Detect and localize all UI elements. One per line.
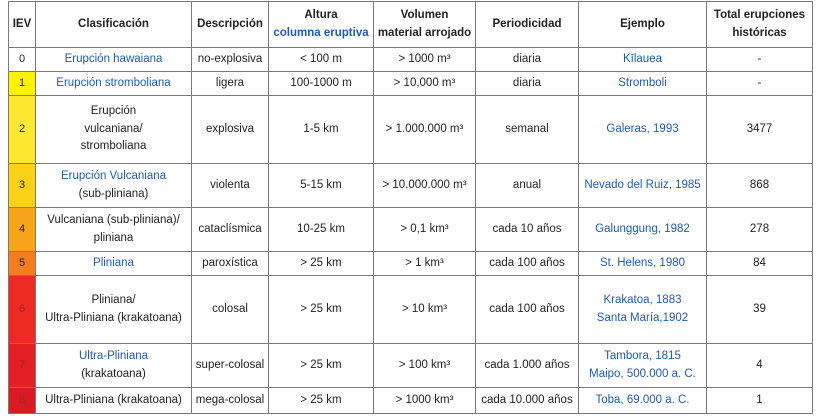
header-iev: IEV: [9, 2, 36, 48]
periodicidad-cell: cada 10.000 años: [476, 388, 579, 414]
ejemplo-link[interactable]: St. Helens, 1980: [599, 256, 686, 269]
clasificacion-cell: [36, 344, 192, 388]
clasificacion-link[interactable]: Ultra-Pliniana: [78, 349, 149, 362]
clasificacion-text: Pliniana/: [91, 293, 136, 306]
header-total-line2: históricas: [732, 26, 787, 39]
altura-cell: 100-1000 m: [269, 72, 374, 96]
volumen-cell: > 1.000.000 m³: [374, 96, 476, 164]
descripcion-cell: ligera: [192, 72, 269, 96]
altura-cell: > 25 km: [269, 276, 374, 344]
descripcion-cell: super-colosal: [192, 344, 269, 388]
ejemplo-link[interactable]: Maipo, 500.000 a. C.: [589, 367, 696, 380]
table-row: [9, 276, 813, 344]
clasificacion-cell: [36, 388, 192, 414]
iev-index-cell: 4: [9, 208, 36, 252]
periodicidad-cell: anual: [476, 164, 579, 208]
table-row: [9, 164, 813, 208]
ejemplo-cell: [579, 208, 707, 252]
clasificacion-link[interactable]: Erupción stromboliana: [56, 76, 171, 89]
ejemplo-link[interactable]: Kīlauea: [622, 52, 662, 65]
total-cell: -: [707, 72, 813, 96]
periodicidad-cell: diaria: [476, 72, 579, 96]
header-total: [707, 2, 813, 48]
header-ejemplo: Ejemplo: [579, 2, 707, 48]
clasificacion-text: (krakatoana): [81, 367, 146, 380]
iev-index-cell: 5: [9, 252, 36, 276]
ejemplo-link[interactable]: Galunggung, 1982: [595, 222, 690, 235]
clasificacion-cell: [36, 276, 192, 344]
iev-index-cell: 8: [9, 388, 36, 414]
periodicidad-cell: diaria: [476, 48, 579, 72]
volumen-cell: > 0,1 km³: [374, 208, 476, 252]
ejemplo-cell: [579, 72, 707, 96]
total-cell: 1: [707, 388, 813, 414]
ejemplo-link[interactable]: Santa María,1902: [596, 311, 689, 324]
volumen-cell: > 1000 km³: [374, 388, 476, 414]
total-cell: 868: [707, 164, 813, 208]
table-row: [9, 208, 813, 252]
ejemplo-link[interactable]: Nevado del Ruiz, 1985: [584, 178, 701, 191]
descripcion-cell: violenta: [192, 164, 269, 208]
altura-cell: 10-25 km: [269, 208, 374, 252]
header-volumen-sub: material arrojado: [377, 26, 472, 39]
ejemplo-cell: [579, 252, 707, 276]
volumen-cell: > 10,000 m³: [374, 72, 476, 96]
volumen-cell: > 1 km³: [374, 252, 476, 276]
periodicidad-cell: cada 100 años: [476, 276, 579, 344]
clasificacion-text: Erupción: [90, 104, 137, 117]
iev-index-cell: 1: [9, 72, 36, 96]
header-altura: [269, 2, 374, 48]
header-altura-label: Altura: [304, 8, 338, 21]
clasificacion-text: pliniana: [93, 231, 134, 244]
total-cell: 4: [707, 344, 813, 388]
clasificacion-text: Ultra-Pliniana (krakatoana): [45, 393, 182, 406]
ejemplo-cell: [579, 164, 707, 208]
table-row: [9, 388, 813, 414]
descripcion-cell: cataclísmica: [192, 208, 269, 252]
ejemplo-cell: [579, 276, 707, 344]
altura-cell: > 25 km: [269, 388, 374, 414]
header-row: [9, 2, 813, 48]
descripcion-cell: mega-colosal: [192, 388, 269, 414]
clasificacion-text: (sub-pliniana): [78, 187, 149, 200]
table-row: [9, 96, 813, 164]
header-volumen-label: Volumen: [400, 8, 449, 21]
ejemplo-cell: [579, 344, 707, 388]
total-cell: 84: [707, 252, 813, 276]
table-body: [9, 48, 813, 414]
volumen-cell: > 10 km³: [374, 276, 476, 344]
descripcion-cell: no-explosiva: [192, 48, 269, 72]
clasificacion-text: vulcaniana/: [84, 122, 143, 135]
table-row: [9, 344, 813, 388]
altura-cell: 5-15 km: [269, 164, 374, 208]
clasificacion-cell: [36, 72, 192, 96]
descripcion-cell: paroxística: [192, 252, 269, 276]
clasificacion-text: Ultra-Pliniana (krakatoana): [45, 311, 182, 324]
clasificacion-cell: [36, 252, 192, 276]
total-cell: -: [707, 48, 813, 72]
altura-cell: < 100 m: [269, 48, 374, 72]
iev-index-cell: 7: [9, 344, 36, 388]
ejemplo-link[interactable]: Toba, 69.000 a. C.: [595, 393, 690, 406]
clasificacion-link[interactable]: Pliniana: [93, 256, 134, 269]
ejemplo-link[interactable]: Stromboli: [618, 76, 667, 89]
descripcion-cell: colosal: [192, 276, 269, 344]
clasificacion-link[interactable]: Erupción Vulcaniana: [60, 169, 167, 182]
clasificacion-text: stromboliana: [80, 140, 147, 153]
clasificacion-cell: [36, 96, 192, 164]
ejemplo-cell: [579, 388, 707, 414]
clasificacion-cell: [36, 208, 192, 252]
table-row: [9, 48, 813, 72]
iev-index-cell: 0: [9, 48, 36, 72]
periodicidad-cell: cada 100 años: [476, 252, 579, 276]
clasificacion-link[interactable]: Erupción hawaiana: [64, 52, 163, 65]
total-cell: 278: [707, 208, 813, 252]
iev-index-cell: 3: [9, 164, 36, 208]
clasificacion-text: Vulcaniana (sub-pliniana)/: [47, 213, 180, 226]
header-altura-sub[interactable]: columna eruptiva: [273, 26, 369, 39]
iev-index-cell: 6: [9, 276, 36, 344]
altura-cell: > 25 km: [269, 344, 374, 388]
header-descripcion: Descripción: [192, 2, 269, 48]
altura-cell: 1-5 km: [269, 96, 374, 164]
periodicidad-cell: cada 10 años: [476, 208, 579, 252]
total-cell: 39: [707, 276, 813, 344]
ejemplo-link[interactable]: Krakatoa, 1883: [603, 293, 682, 306]
periodicidad-cell: cada 1.000 años: [476, 344, 579, 388]
ejemplo-link[interactable]: Galeras, 1993: [606, 122, 679, 135]
table-row: [9, 252, 813, 276]
volumen-cell: > 1000 m³: [374, 48, 476, 72]
volumen-cell: > 10.000.000 m³: [374, 164, 476, 208]
header-total-line1: Total erupciones: [713, 8, 806, 21]
descripcion-cell: explosiva: [192, 96, 269, 164]
periodicidad-cell: semanal: [476, 96, 579, 164]
clasificacion-cell: [36, 164, 192, 208]
ejemplo-cell: [579, 96, 707, 164]
header-volumen: [374, 2, 476, 48]
ejemplo-cell: [579, 48, 707, 72]
header-periodicidad: Periodicidad: [476, 2, 579, 48]
ejemplo-link[interactable]: Tambora, 1815: [604, 349, 681, 362]
clasificacion-cell: [36, 48, 192, 72]
volumen-cell: > 100 km³: [374, 344, 476, 388]
total-cell: 3477: [707, 96, 813, 164]
iev-table: [8, 1, 813, 414]
header-clasificacion: Clasificación: [36, 2, 192, 48]
iev-index-cell: 2: [9, 96, 36, 164]
altura-cell: > 25 km: [269, 252, 374, 276]
table-row: [9, 72, 813, 96]
